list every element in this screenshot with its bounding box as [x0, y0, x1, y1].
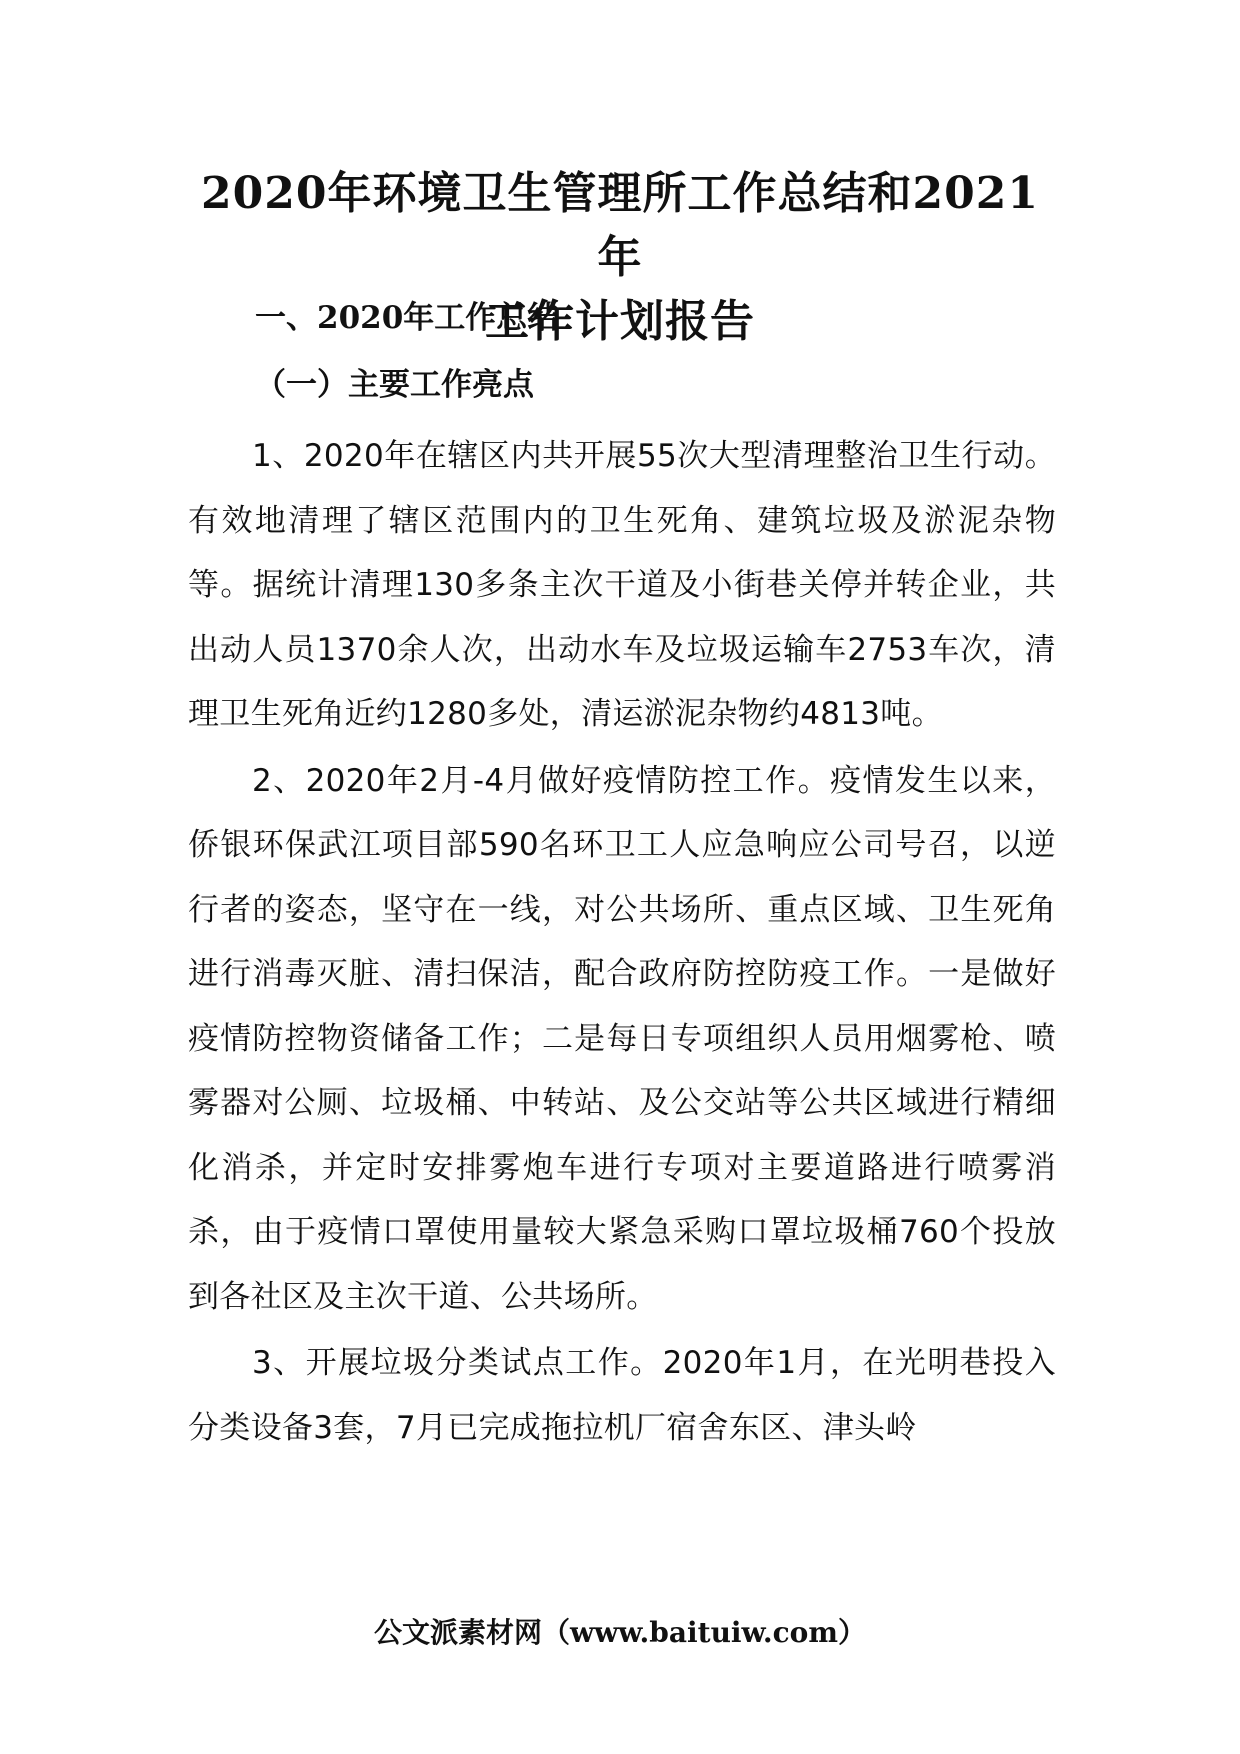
paragraph-1: 1、2020年在辖区内共开展55次大型清理整治卫生行动。有效地清理了辖区范围内的卫生死角、建筑垃圾及淤泥杂物等。据统计清理130多条主次干道及小街巷关停并转企业，共出动人员1370余人次，出动水车及垃圾运输车2753车次，清理卫生死角近约1280多处，清运淤泥杂物约4813吨。	[188, 438, 1056, 732]
title-line-2: 工作计划报告	[485, 296, 755, 347]
sub-heading: （一）主要工作亮点	[255, 367, 534, 403]
section-heading: 一、2020年工作总结	[255, 300, 559, 336]
title-line-1: 2020年环境卫生管理所工作总结和2021年	[201, 168, 1039, 283]
page-footer: 公文派素材网（www.baituiw.com）	[374, 1616, 866, 1649]
paragraph-3: 3、开展垃圾分类试点工作。2020年1月，在光明巷投入分类设备3套，7月已完成拖拉机厂宿舍东区、津头岭	[188, 1345, 1056, 1446]
document-body	[188, 424, 1056, 1462]
paragraph-2: 2、2020年2月-4月做好疫情防控工作。疫情发生以来，侨银环保武江项目部590名环卫工人应急响应公司号召，以逆行者的姿态，坚守在一线，对公共场所、重点区域、卫生死角进行消毒灭脏、清扫保洁，配合政府防控防疫工作。一是做好疫情防控物资储备工作；二是每日专项组织人员用烟雾枪、喷雾器对公厕、垃圾桶、中转站、及公交站等公共区域进行精细化消杀，并定时安排雾炮车进行专项对主要道路进行喷雾消杀，由于疫情口罩使用量较大紧急采购口罩垃圾桶760个投放到各社区及主次干道、公共场所。	[188, 762, 1056, 1315]
